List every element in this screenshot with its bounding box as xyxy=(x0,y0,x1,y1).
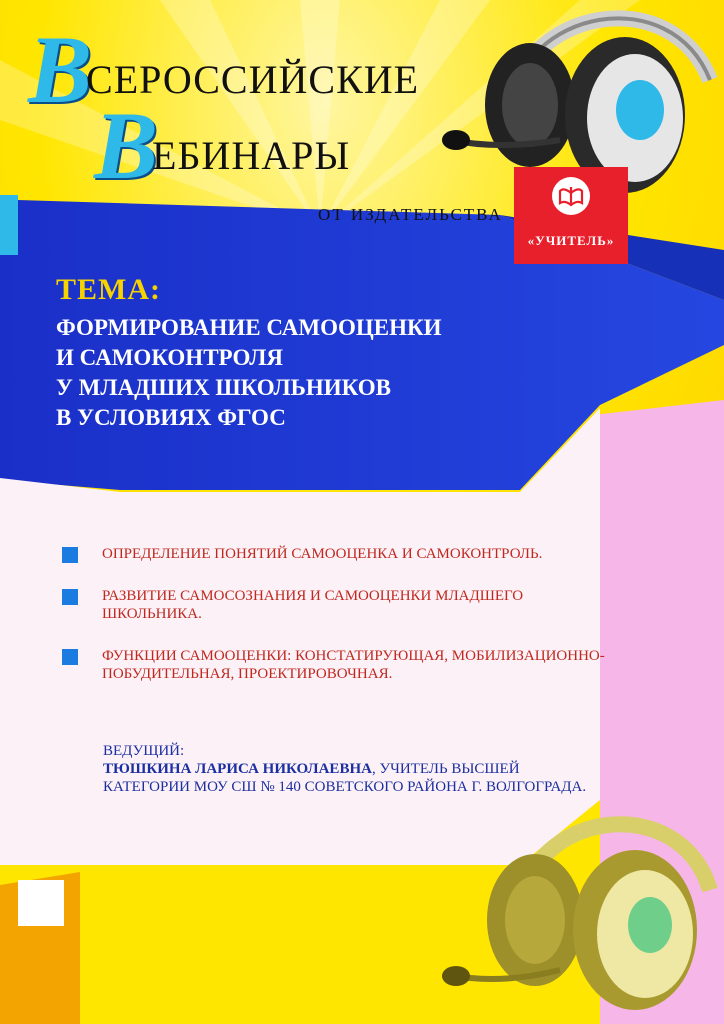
list-item-text: ОПРЕДЕЛЕНИЕ ПОНЯТИЙ САМООЦЕНКА И САМОКОНТРОЛЬ. xyxy=(102,546,543,562)
agenda-list xyxy=(62,545,622,707)
host-description: , УЧИТЕЛЬ ВЫСШЕЙ КАТЕГОРИИ МОУ СШ № 140 СОВЕТСКОГО РАЙОНА Г. ВОЛГОГРАДА. xyxy=(103,761,587,795)
topic-label: ТЕМА: xyxy=(56,273,161,306)
title-initial-1: В xyxy=(28,16,93,123)
host-name: ТЮШКИНА ЛАРИСА НИКОЛАЕВНА xyxy=(103,761,372,777)
host-label: ВЕДУЩИЙ: xyxy=(103,743,185,759)
topic-line: ФОРМИРОВАНИЕ САМООЦЕНКИ xyxy=(56,315,442,340)
publisher-logo xyxy=(514,167,628,264)
topic-title xyxy=(56,313,616,433)
square-bullet-icon xyxy=(62,547,78,563)
list-item-text: ФУНКЦИИ САМООЦЕНКИ: КОНСТАТИРУЮЩАЯ, МОБИЛИЗАЦИОННО-ПОБУДИТЕЛЬНАЯ, ПРОЕКТИРОВОЧНАЯ. xyxy=(102,648,605,682)
publisher-prefix: ОТ ИЗДАТЕЛЬСТВА xyxy=(318,205,503,224)
list-item xyxy=(62,647,622,683)
title-initial-2: В xyxy=(94,92,159,199)
topic-line: В УСЛОВИЯХ ФГОС xyxy=(56,405,286,430)
book-icon xyxy=(552,177,590,215)
list-item xyxy=(62,545,622,563)
topic-line: И САМОКОНТРОЛЯ xyxy=(56,345,283,370)
host-info xyxy=(103,742,603,796)
title-rest-2: ЕБИНАРЫ xyxy=(152,133,351,178)
square-bullet-icon xyxy=(62,589,78,605)
title-rest-1: СЕРОССИЙСКИЕ xyxy=(86,57,420,102)
logo-text: «УЧИТЕЛЬ» xyxy=(527,233,615,248)
headset-icon xyxy=(440,800,724,1024)
topic-line: У МЛАДШИХ ШКОЛЬНИКОВ xyxy=(56,375,391,400)
square-bullet-icon xyxy=(62,649,78,665)
webinar-title xyxy=(28,16,468,199)
list-item xyxy=(62,587,622,623)
list-item-text: РАЗВИТИЕ САМОСОЗНАНИЯ И САМООЦЕНКИ МЛАДШЕГО ШКОЛЬНИКА. xyxy=(102,588,524,622)
